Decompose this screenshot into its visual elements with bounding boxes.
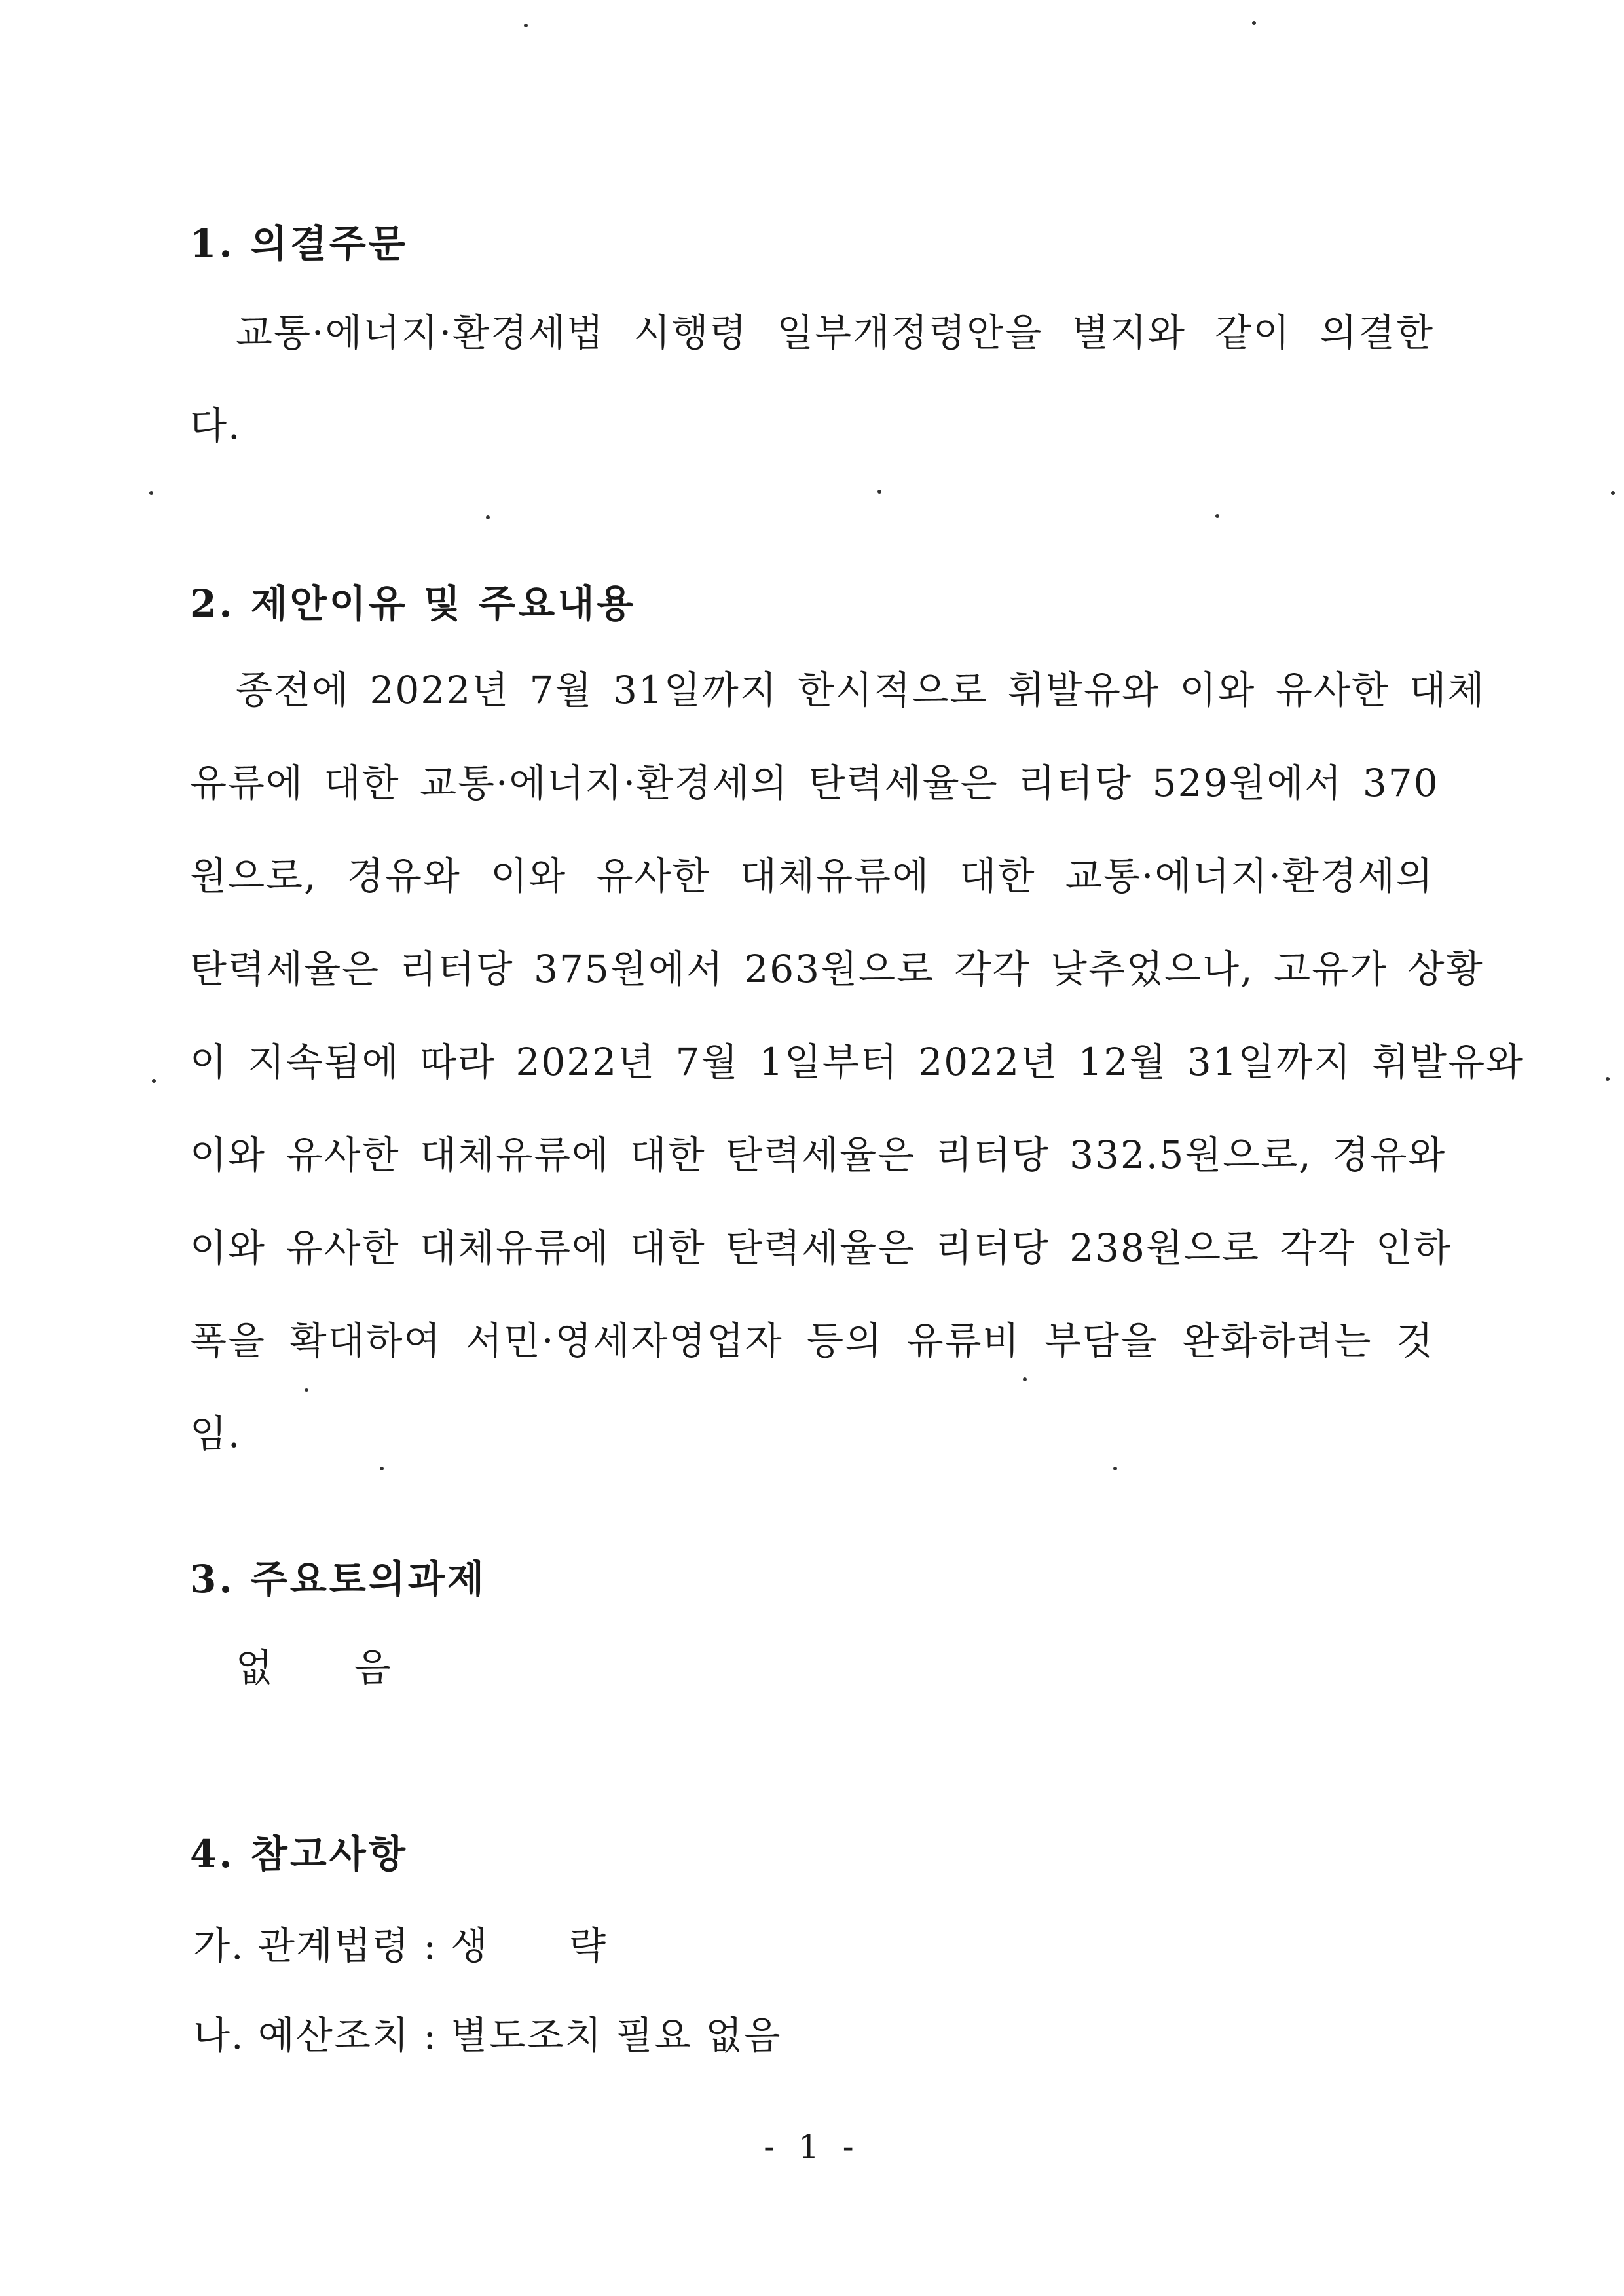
section-1-body [190,286,1434,472]
section-2-line: 이와 유사한 대체유류에 대한 탄력세율은 리터당 332.5원으로, 경유와 [190,1133,1447,1177]
scan-speck [149,491,153,495]
scan-speck [486,515,490,519]
section-3-heading: 3. 주요토의과제 [190,1557,487,1601]
section-2-line: 원으로, 경유와 이와 유사한 대체유류에 대한 교통·에너지·환경세의 [190,854,1434,898]
section-4-item-a: 가. 관계법령 : 생 략 [193,1923,608,1968]
scan-speck [1252,21,1256,25]
scan-speck [1606,1077,1610,1081]
scan-speck [1215,514,1219,518]
section-2-body [190,644,1524,1480]
section-2-line: 유류에 대한 교통·에너지·환경세의 탄력세율은 리터당 529원에서 370 [190,761,1439,805]
section-4-heading: 4. 참고사항 [190,1832,408,1876]
section-4-item-b: 나. 예산조치 : 별도조치 필요 없음 [193,2013,782,2058]
scan-speck [152,1079,156,1083]
section-2-line: 이와 유사한 대체유류에 대한 탄력세율은 리터당 238원으로 각각 인하 [190,1226,1452,1270]
section-1-heading: 1. 의결주문 [190,221,408,266]
scan-speck [877,490,881,494]
section-2-line: 종전에 2022년 7월 31일까지 한시적으로 휘발유와 이와 유사한 대체 [236,668,1486,712]
section-2-heading: 2. 제안이유 및 주요내용 [190,581,637,626]
scan-speck [1611,491,1615,495]
scan-speck [524,24,528,27]
section-3-body: 없 음 [236,1645,392,1690]
page-number: - 1 - [764,2128,860,2166]
section-2-line: 폭을 확대하여 서민·영세자영업자 등의 유류비 부담을 완화하려는 것 [190,1319,1434,1363]
section-2-line: 임. [190,1412,242,1456]
section-2-line: 탄력세율은 리터당 375원에서 263원으로 각각 낮추었으나, 고유가 상황 [190,947,1484,991]
section-1-line: 다. [190,403,242,448]
section-1-line: 교통·에너지·환경세법 시행령 일부개정령안을 별지와 같이 의결한 [236,310,1434,355]
section-2-line: 이 지속됨에 따라 2022년 7월 1일부터 2022년 12월 31일까지 휘발유와 [190,1040,1524,1084]
